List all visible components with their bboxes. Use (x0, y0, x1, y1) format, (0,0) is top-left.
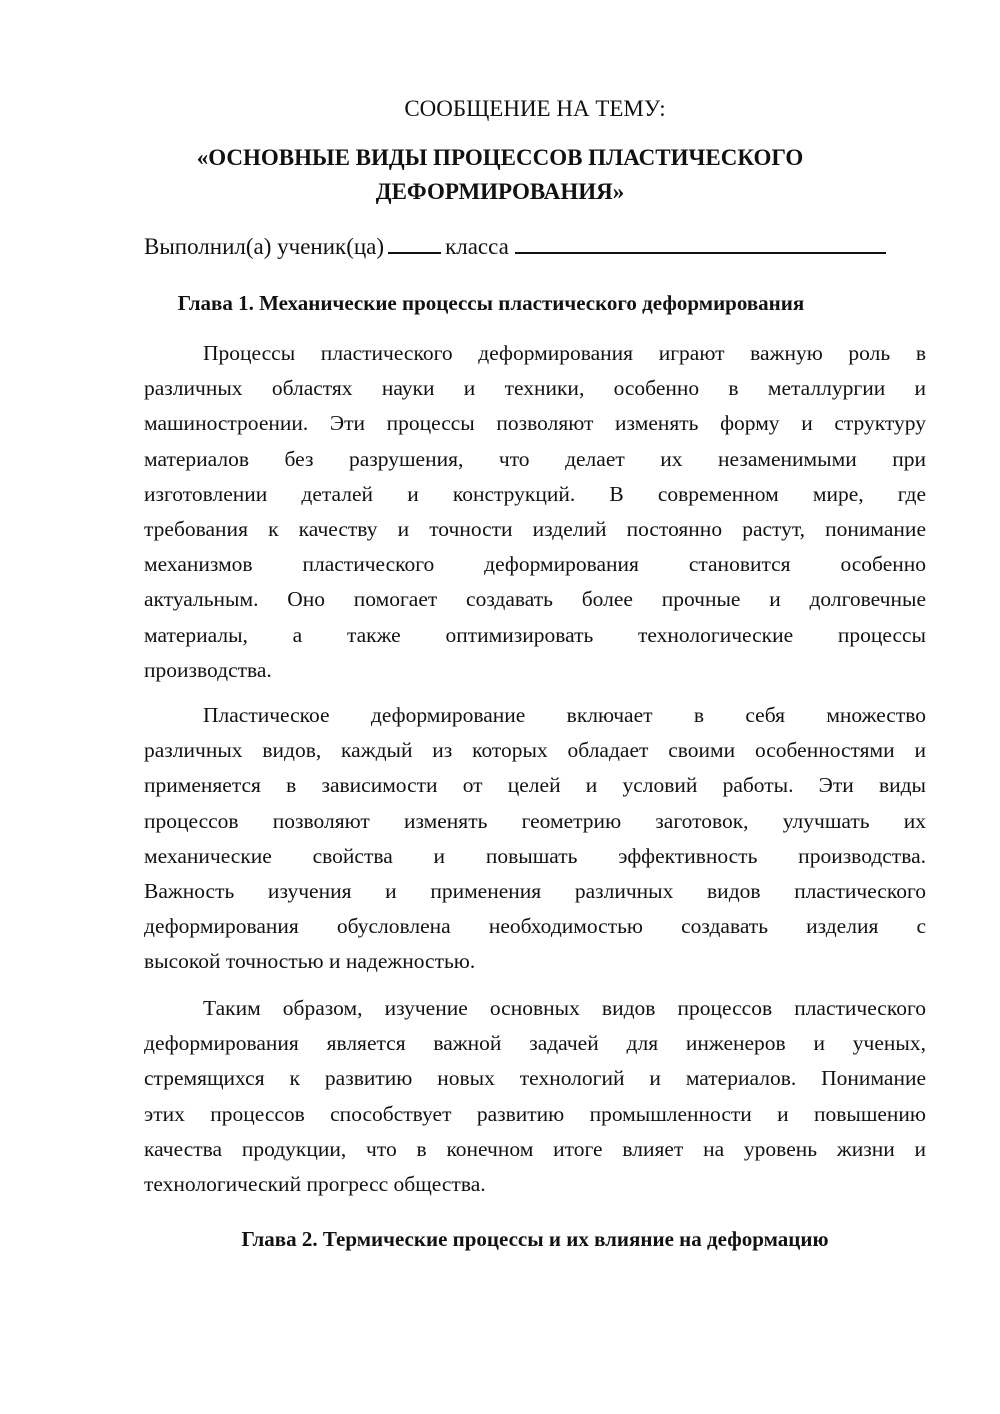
text-line: технологический прогресс общества. (144, 1171, 486, 1196)
class-blank (388, 232, 441, 254)
text-line: машиностроении. Эти процессы позволяют изменять форму и структуру (144, 411, 926, 436)
text-line: Таким образом, изучение основных видов процессов пластического (203, 996, 926, 1020)
text-line: применяется в зависимости от целей и условий работы. Эти виды (144, 773, 926, 798)
document-label: СООБЩЕНИЕ НА ТЕМУ: (404, 96, 666, 121)
text-line: этих процессов способствует развитию промышленности и повышению (144, 1101, 926, 1126)
text-line: материалы, а также оптимизировать технологические процессы (144, 622, 926, 647)
text-line: деформирования является важной задачей для инженеров и ученых, (144, 1031, 926, 1056)
author-prefix: Выполнил(а) ученик(ца) (144, 234, 385, 259)
chapter-2-heading: Глава 2. Термические процессы и их влияние на деформацию (241, 1227, 829, 1251)
document-title-line: ДЕФОРМИРОВАНИЯ» (375, 179, 625, 204)
text-line: механизмов пластического деформирования становится особенно (144, 552, 926, 577)
text-line: процессов позволяют изменять геометрию заготовок, улучшать их (144, 808, 926, 833)
name-blank (515, 232, 886, 254)
text-line: Пластическое деформирование включает в себя множество (203, 703, 926, 727)
text-line: различных областях науки и техники, особенно в металлургии и (144, 376, 926, 401)
text-line: высокой точностью и надежностью. (144, 949, 476, 974)
class-word: класса (445, 234, 509, 259)
text-line: механические свойства и повышать эффективность производства. (144, 843, 926, 868)
text-line: стремящихся к развитию новых технологий и материалов. Понимание (144, 1066, 926, 1091)
text-line: деформирования обусловлена необходимостью создавать изделия с (144, 914, 926, 939)
document-title (0, 141, 1000, 209)
text-line: качества продукции, что в конечном итоге влияет на уровень жизни и (144, 1136, 926, 1161)
author-line (144, 231, 926, 263)
text-line: материалов без разрушения, что делает их незаменимыми при (144, 446, 926, 471)
text-line: актуальным. Оно помогает создавать более прочные и долговечные (144, 587, 926, 612)
text-line: изготовлении деталей и конструкций. В современном мире, где (144, 481, 926, 506)
text-line: Важность изучения и применения различных видов пластического (144, 878, 926, 903)
text-line: Процессы пластического деформирования играют важную роль в (203, 341, 926, 365)
chapter-1-heading: Глава 1. Механические процессы пластического деформирования (177, 291, 805, 315)
text-line: требования к качеству и точности изделий постоянно растут, понимание (144, 516, 926, 541)
text-line: различных видов, каждый из которых обладает своими особенностями и (144, 738, 926, 763)
document-title-line: «ОСНОВНЫЕ ВИДЫ ПРОЦЕССОВ ПЛАСТИЧЕСКОГО (196, 145, 804, 170)
chapter-1-paragraph-3 (144, 991, 926, 1202)
chapter-1-paragraph-2 (144, 698, 926, 980)
chapter-1-paragraph-1 (144, 336, 926, 688)
text-line: производства. (144, 657, 272, 682)
